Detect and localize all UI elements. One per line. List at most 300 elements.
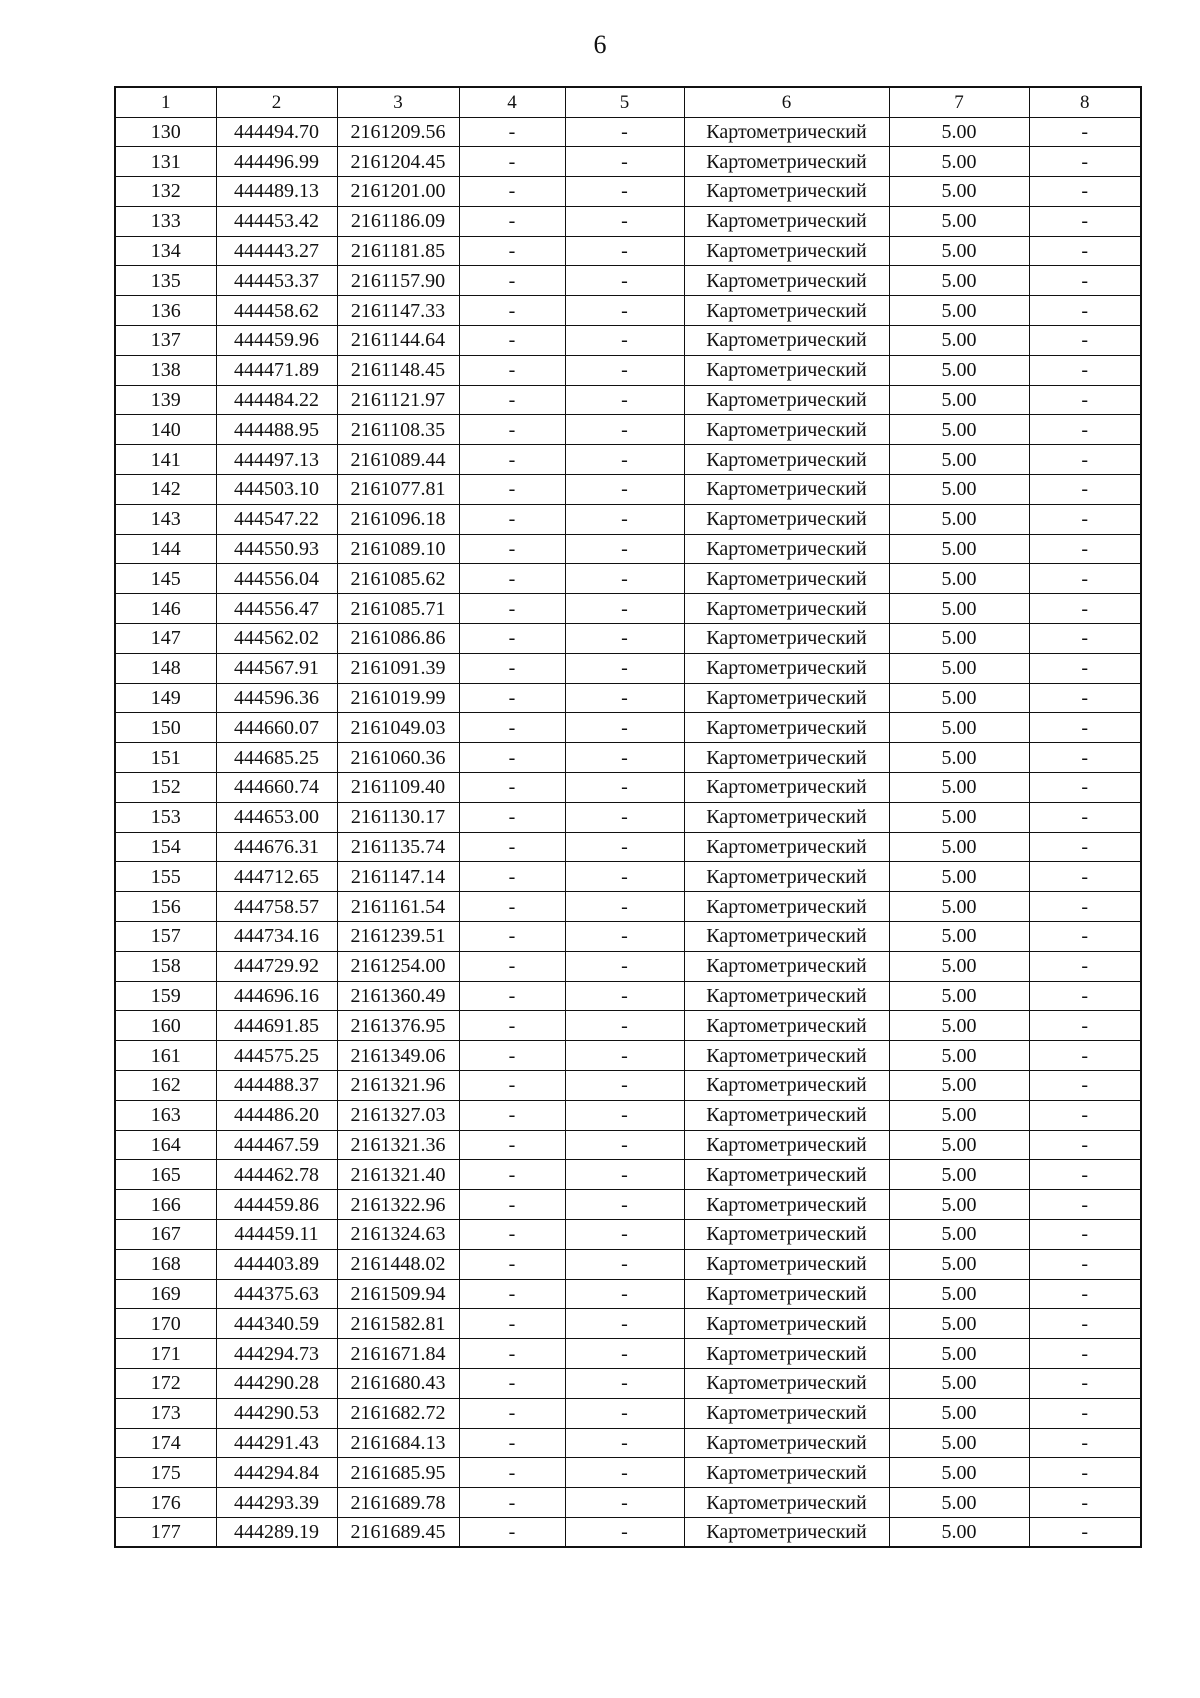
y-coordinate-cell: 2161254.00 — [337, 951, 459, 981]
x-coordinate-cell: 444289.19 — [216, 1517, 337, 1547]
y-coordinate-cell: 2161060.36 — [337, 743, 459, 773]
point-number-cell: 136 — [115, 296, 216, 326]
y-coordinate-cell: 2161448.02 — [337, 1249, 459, 1279]
point-number-cell: 161 — [115, 1041, 216, 1071]
col8-cell: - — [1029, 355, 1141, 385]
method-cell: Картометрический — [684, 653, 889, 683]
col5-cell: - — [565, 1279, 684, 1309]
method-cell: Картометрический — [684, 326, 889, 356]
col8-cell: - — [1029, 713, 1141, 743]
y-coordinate-cell: 2161680.43 — [337, 1368, 459, 1398]
col8-cell: - — [1029, 743, 1141, 773]
col8-cell: - — [1029, 653, 1141, 683]
accuracy-cell: 5.00 — [889, 1309, 1029, 1339]
table-body — [115, 117, 1141, 1547]
y-coordinate-cell: 2161161.54 — [337, 892, 459, 922]
method-cell: Картометрический — [684, 1219, 889, 1249]
accuracy-cell: 5.00 — [889, 355, 1029, 385]
point-number-cell: 133 — [115, 206, 216, 236]
col4-cell: - — [459, 1368, 565, 1398]
col5-cell: - — [565, 1011, 684, 1041]
accuracy-cell: 5.00 — [889, 564, 1029, 594]
point-number-cell: 144 — [115, 534, 216, 564]
accuracy-cell: 5.00 — [889, 1130, 1029, 1160]
table-row — [115, 832, 1141, 862]
y-coordinate-cell: 2161689.78 — [337, 1488, 459, 1518]
point-number-cell: 139 — [115, 385, 216, 415]
y-coordinate-cell: 2161109.40 — [337, 773, 459, 803]
col8-cell: - — [1029, 117, 1141, 147]
point-number-cell: 132 — [115, 177, 216, 207]
col8-cell: - — [1029, 1071, 1141, 1101]
x-coordinate-cell: 444562.02 — [216, 624, 337, 654]
table-row — [115, 475, 1141, 505]
accuracy-cell: 5.00 — [889, 147, 1029, 177]
table-row — [115, 713, 1141, 743]
col5-cell: - — [565, 1458, 684, 1488]
point-number-cell: 155 — [115, 862, 216, 892]
col4-cell: - — [459, 1309, 565, 1339]
point-number-cell: 160 — [115, 1011, 216, 1041]
col5-cell: - — [565, 624, 684, 654]
x-coordinate-cell: 444375.63 — [216, 1279, 337, 1309]
point-number-cell: 162 — [115, 1071, 216, 1101]
col8-cell: - — [1029, 981, 1141, 1011]
accuracy-cell: 5.00 — [889, 624, 1029, 654]
col5-cell: - — [565, 1249, 684, 1279]
x-coordinate-cell: 444685.25 — [216, 743, 337, 773]
method-cell: Картометрический — [684, 1279, 889, 1309]
point-number-cell: 151 — [115, 743, 216, 773]
point-number-cell: 157 — [115, 922, 216, 952]
column-header: 1 — [115, 87, 216, 117]
point-number-cell: 142 — [115, 475, 216, 505]
accuracy-cell: 5.00 — [889, 1339, 1029, 1369]
method-cell: Картометрический — [684, 1160, 889, 1190]
x-coordinate-cell: 444696.16 — [216, 981, 337, 1011]
col8-cell: - — [1029, 236, 1141, 266]
col4-cell: - — [459, 326, 565, 356]
point-number-cell: 156 — [115, 892, 216, 922]
col5-cell: - — [565, 1368, 684, 1398]
accuracy-cell: 5.00 — [889, 683, 1029, 713]
point-number-cell: 177 — [115, 1517, 216, 1547]
col8-cell: - — [1029, 802, 1141, 832]
col8-cell: - — [1029, 475, 1141, 505]
table-row — [115, 504, 1141, 534]
col5-cell: - — [565, 653, 684, 683]
table-row — [115, 1190, 1141, 1220]
y-coordinate-cell: 2161685.95 — [337, 1458, 459, 1488]
x-coordinate-cell: 444596.36 — [216, 683, 337, 713]
x-coordinate-cell: 444729.92 — [216, 951, 337, 981]
point-number-cell: 173 — [115, 1398, 216, 1428]
x-coordinate-cell: 444488.95 — [216, 415, 337, 445]
x-coordinate-cell: 444293.39 — [216, 1488, 337, 1518]
x-coordinate-cell: 444496.99 — [216, 147, 337, 177]
col8-cell: - — [1029, 296, 1141, 326]
x-coordinate-cell: 444556.47 — [216, 594, 337, 624]
point-number-cell: 163 — [115, 1100, 216, 1130]
accuracy-cell: 5.00 — [889, 1428, 1029, 1458]
y-coordinate-cell: 2161509.94 — [337, 1279, 459, 1309]
col4-cell: - — [459, 743, 565, 773]
col4-cell: - — [459, 1160, 565, 1190]
x-coordinate-cell: 444676.31 — [216, 832, 337, 862]
y-coordinate-cell: 2161376.95 — [337, 1011, 459, 1041]
x-coordinate-cell: 444486.20 — [216, 1100, 337, 1130]
y-coordinate-cell: 2161327.03 — [337, 1100, 459, 1130]
table-row — [115, 445, 1141, 475]
col4-cell: - — [459, 1190, 565, 1220]
point-number-cell: 152 — [115, 773, 216, 803]
method-cell: Картометрический — [684, 1458, 889, 1488]
accuracy-cell: 5.00 — [889, 892, 1029, 922]
accuracy-cell: 5.00 — [889, 1249, 1029, 1279]
col4-cell: - — [459, 534, 565, 564]
point-number-cell: 170 — [115, 1309, 216, 1339]
col5-cell: - — [565, 504, 684, 534]
accuracy-cell: 5.00 — [889, 594, 1029, 624]
x-coordinate-cell: 444567.91 — [216, 653, 337, 683]
y-coordinate-cell: 2161682.72 — [337, 1398, 459, 1428]
col8-cell: - — [1029, 892, 1141, 922]
x-coordinate-cell: 444403.89 — [216, 1249, 337, 1279]
y-coordinate-cell: 2161135.74 — [337, 832, 459, 862]
y-coordinate-cell: 2161121.97 — [337, 385, 459, 415]
col5-cell: - — [565, 981, 684, 1011]
method-cell: Картометрический — [684, 415, 889, 445]
y-coordinate-cell: 2161096.18 — [337, 504, 459, 534]
col4-cell: - — [459, 1130, 565, 1160]
col8-cell: - — [1029, 624, 1141, 654]
col4-cell: - — [459, 1458, 565, 1488]
table-row — [115, 1309, 1141, 1339]
col5-cell: - — [565, 892, 684, 922]
x-coordinate-cell: 444459.96 — [216, 326, 337, 356]
method-cell: Картометрический — [684, 236, 889, 266]
table-row — [115, 147, 1141, 177]
y-coordinate-cell: 2161322.96 — [337, 1190, 459, 1220]
y-coordinate-cell: 2161209.56 — [337, 117, 459, 147]
point-number-cell: 137 — [115, 326, 216, 356]
col5-cell: - — [565, 1071, 684, 1101]
method-cell: Картометрический — [684, 773, 889, 803]
point-number-cell: 148 — [115, 653, 216, 683]
point-number-cell: 158 — [115, 951, 216, 981]
col5-cell: - — [565, 475, 684, 505]
col5-cell: - — [565, 385, 684, 415]
x-coordinate-cell: 444556.04 — [216, 564, 337, 594]
col4-cell: - — [459, 415, 565, 445]
table-row — [115, 594, 1141, 624]
col8-cell: - — [1029, 385, 1141, 415]
method-cell: Картометрический — [684, 1100, 889, 1130]
method-cell: Картометрический — [684, 862, 889, 892]
point-number-cell: 167 — [115, 1219, 216, 1249]
table-row — [115, 1368, 1141, 1398]
accuracy-cell: 5.00 — [889, 266, 1029, 296]
y-coordinate-cell: 2161049.03 — [337, 713, 459, 743]
col5-cell: - — [565, 534, 684, 564]
table-row — [115, 1011, 1141, 1041]
table-row — [115, 743, 1141, 773]
accuracy-cell: 5.00 — [889, 117, 1029, 147]
col8-cell: - — [1029, 1339, 1141, 1369]
col5-cell: - — [565, 1160, 684, 1190]
col8-cell: - — [1029, 1428, 1141, 1458]
method-cell: Картометрический — [684, 1041, 889, 1071]
col8-cell: - — [1029, 1368, 1141, 1398]
point-number-cell: 166 — [115, 1190, 216, 1220]
method-cell: Картометрический — [684, 922, 889, 952]
col8-cell: - — [1029, 1190, 1141, 1220]
point-number-cell: 154 — [115, 832, 216, 862]
col5-cell: - — [565, 326, 684, 356]
table-row — [115, 117, 1141, 147]
col4-cell: - — [459, 564, 565, 594]
method-cell: Картометрический — [684, 1309, 889, 1339]
col4-cell: - — [459, 1011, 565, 1041]
col4-cell: - — [459, 981, 565, 1011]
method-cell: Картометрический — [684, 355, 889, 385]
col8-cell: - — [1029, 177, 1141, 207]
point-number-cell: 175 — [115, 1458, 216, 1488]
table-row — [115, 624, 1141, 654]
x-coordinate-cell: 444459.11 — [216, 1219, 337, 1249]
col5-cell: - — [565, 236, 684, 266]
table-row — [115, 683, 1141, 713]
col5-cell: - — [565, 1190, 684, 1220]
col4-cell: - — [459, 594, 565, 624]
method-cell: Картометрический — [684, 266, 889, 296]
point-number-cell: 164 — [115, 1130, 216, 1160]
col5-cell: - — [565, 1428, 684, 1458]
col8-cell: - — [1029, 206, 1141, 236]
y-coordinate-cell: 2161689.45 — [337, 1517, 459, 1547]
accuracy-cell: 5.00 — [889, 1368, 1029, 1398]
method-cell: Картометрический — [684, 1249, 889, 1279]
point-number-cell: 153 — [115, 802, 216, 832]
method-cell: Картометрический — [684, 1517, 889, 1547]
y-coordinate-cell: 2161360.49 — [337, 981, 459, 1011]
point-number-cell: 150 — [115, 713, 216, 743]
y-coordinate-cell: 2161148.45 — [337, 355, 459, 385]
column-header: 6 — [684, 87, 889, 117]
point-number-cell: 143 — [115, 504, 216, 534]
accuracy-cell: 5.00 — [889, 1279, 1029, 1309]
col4-cell: - — [459, 445, 565, 475]
table-row — [115, 355, 1141, 385]
x-coordinate-cell: 444691.85 — [216, 1011, 337, 1041]
col8-cell: - — [1029, 1100, 1141, 1130]
point-number-cell: 140 — [115, 415, 216, 445]
table-row — [115, 1428, 1141, 1458]
y-coordinate-cell: 2161349.06 — [337, 1041, 459, 1071]
accuracy-cell: 5.00 — [889, 1160, 1029, 1190]
accuracy-cell: 5.00 — [889, 504, 1029, 534]
method-cell: Картометрический — [684, 951, 889, 981]
col4-cell: - — [459, 1517, 565, 1547]
y-coordinate-cell: 2161321.40 — [337, 1160, 459, 1190]
method-cell: Картометрический — [684, 802, 889, 832]
table-row — [115, 206, 1141, 236]
col5-cell: - — [565, 683, 684, 713]
point-number-cell: 165 — [115, 1160, 216, 1190]
x-coordinate-cell: 444459.86 — [216, 1190, 337, 1220]
accuracy-cell: 5.00 — [889, 1517, 1029, 1547]
y-coordinate-cell: 2161671.84 — [337, 1339, 459, 1369]
y-coordinate-cell: 2161091.39 — [337, 653, 459, 683]
col4-cell: - — [459, 1279, 565, 1309]
table-row — [115, 1398, 1141, 1428]
col4-cell: - — [459, 1428, 565, 1458]
method-cell: Картометрический — [684, 147, 889, 177]
accuracy-cell: 5.00 — [889, 653, 1029, 683]
col4-cell: - — [459, 1219, 565, 1249]
table-row — [115, 1071, 1141, 1101]
x-coordinate-cell: 444453.37 — [216, 266, 337, 296]
y-coordinate-cell: 2161144.64 — [337, 326, 459, 356]
col8-cell: - — [1029, 534, 1141, 564]
table-row — [115, 534, 1141, 564]
table-row — [115, 981, 1141, 1011]
point-number-cell: 171 — [115, 1339, 216, 1369]
method-cell: Картометрический — [684, 117, 889, 147]
y-coordinate-cell: 2161201.00 — [337, 177, 459, 207]
table-row — [115, 1517, 1141, 1547]
accuracy-cell: 5.00 — [889, 1100, 1029, 1130]
x-coordinate-cell: 444497.13 — [216, 445, 337, 475]
col5-cell: - — [565, 594, 684, 624]
col8-cell: - — [1029, 862, 1141, 892]
y-coordinate-cell: 2161147.14 — [337, 862, 459, 892]
column-header: 7 — [889, 87, 1029, 117]
col4-cell: - — [459, 117, 565, 147]
method-cell: Картометрический — [684, 504, 889, 534]
x-coordinate-cell: 444291.43 — [216, 1428, 337, 1458]
col5-cell: - — [565, 1517, 684, 1547]
col4-cell: - — [459, 713, 565, 743]
col8-cell: - — [1029, 773, 1141, 803]
accuracy-cell: 5.00 — [889, 1071, 1029, 1101]
table-row — [115, 951, 1141, 981]
y-coordinate-cell: 2161085.71 — [337, 594, 459, 624]
table-row — [115, 773, 1141, 803]
table-row — [115, 564, 1141, 594]
point-number-cell: 130 — [115, 117, 216, 147]
table-row — [115, 1279, 1141, 1309]
col5-cell: - — [565, 1339, 684, 1369]
table-row — [115, 653, 1141, 683]
col8-cell: - — [1029, 922, 1141, 952]
y-coordinate-cell: 2161684.13 — [337, 1428, 459, 1458]
col5-cell: - — [565, 862, 684, 892]
y-coordinate-cell: 2161321.96 — [337, 1071, 459, 1101]
point-number-cell: 168 — [115, 1249, 216, 1279]
table-row — [115, 892, 1141, 922]
y-coordinate-cell: 2161130.17 — [337, 802, 459, 832]
col8-cell: - — [1029, 445, 1141, 475]
accuracy-cell: 5.00 — [889, 773, 1029, 803]
method-cell: Картометрический — [684, 892, 889, 922]
col4-cell: - — [459, 832, 565, 862]
table-row — [115, 862, 1141, 892]
x-coordinate-cell: 444550.93 — [216, 534, 337, 564]
col5-cell: - — [565, 266, 684, 296]
col5-cell: - — [565, 743, 684, 773]
col4-cell: - — [459, 892, 565, 922]
point-number-cell: 147 — [115, 624, 216, 654]
col4-cell: - — [459, 355, 565, 385]
accuracy-cell: 5.00 — [889, 743, 1029, 773]
x-coordinate-cell: 444458.62 — [216, 296, 337, 326]
method-cell: Картометрический — [684, 1339, 889, 1369]
col4-cell: - — [459, 922, 565, 952]
col4-cell: - — [459, 1100, 565, 1130]
accuracy-cell: 5.00 — [889, 981, 1029, 1011]
y-coordinate-cell: 2161108.35 — [337, 415, 459, 445]
col5-cell: - — [565, 1219, 684, 1249]
point-number-cell: 131 — [115, 147, 216, 177]
x-coordinate-cell: 444453.42 — [216, 206, 337, 236]
col4-cell: - — [459, 773, 565, 803]
col4-cell: - — [459, 206, 565, 236]
col4-cell: - — [459, 1249, 565, 1279]
point-number-cell: 172 — [115, 1368, 216, 1398]
y-coordinate-cell: 2161321.36 — [337, 1130, 459, 1160]
accuracy-cell: 5.00 — [889, 326, 1029, 356]
accuracy-cell: 5.00 — [889, 534, 1029, 564]
accuracy-cell: 5.00 — [889, 1011, 1029, 1041]
accuracy-cell: 5.00 — [889, 445, 1029, 475]
col8-cell: - — [1029, 147, 1141, 177]
col5-cell: - — [565, 1130, 684, 1160]
point-number-cell: 159 — [115, 981, 216, 1011]
accuracy-cell: 5.00 — [889, 177, 1029, 207]
col4-cell: - — [459, 1398, 565, 1428]
col5-cell: - — [565, 296, 684, 326]
y-coordinate-cell: 2161204.45 — [337, 147, 459, 177]
col8-cell: - — [1029, 1309, 1141, 1339]
accuracy-cell: 5.00 — [889, 832, 1029, 862]
y-coordinate-cell: 2161582.81 — [337, 1309, 459, 1339]
x-coordinate-cell: 444467.59 — [216, 1130, 337, 1160]
col8-cell: - — [1029, 832, 1141, 862]
point-number-cell: 174 — [115, 1428, 216, 1458]
col4-cell: - — [459, 802, 565, 832]
col8-cell: - — [1029, 951, 1141, 981]
x-coordinate-cell: 444712.65 — [216, 862, 337, 892]
column-header: 2 — [216, 87, 337, 117]
accuracy-cell: 5.00 — [889, 206, 1029, 236]
col5-cell: - — [565, 117, 684, 147]
y-coordinate-cell: 2161077.81 — [337, 475, 459, 505]
col8-cell: - — [1029, 1041, 1141, 1071]
x-coordinate-cell: 444340.59 — [216, 1309, 337, 1339]
col8-cell: - — [1029, 1398, 1141, 1428]
x-coordinate-cell: 444290.28 — [216, 1368, 337, 1398]
x-coordinate-cell: 444547.22 — [216, 504, 337, 534]
y-coordinate-cell: 2161086.86 — [337, 624, 459, 654]
method-cell: Картометрический — [684, 296, 889, 326]
col4-cell: - — [459, 951, 565, 981]
table-row — [115, 296, 1141, 326]
coordinates-table — [114, 86, 1142, 1548]
accuracy-cell: 5.00 — [889, 951, 1029, 981]
col8-cell: - — [1029, 504, 1141, 534]
method-cell: Картометрический — [684, 1428, 889, 1458]
